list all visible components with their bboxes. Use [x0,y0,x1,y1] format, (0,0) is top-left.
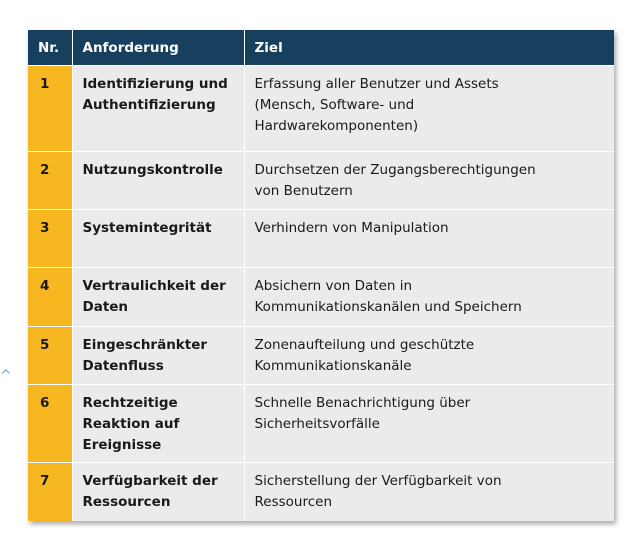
header-requirement: Anforderung [72,30,244,66]
row-goal: Verhindern von Manipulation [244,210,614,268]
table-row [28,327,614,385]
table-row [28,385,614,463]
row-requirement: Identifizierung und Authentifizierung [72,66,244,152]
table-row [28,66,614,152]
row-goal: Absichern von Daten in Kommunikationskanälen und Speichern [244,268,614,327]
header-nr: Nr. [28,30,72,66]
row-number: 1 [28,66,72,152]
table-row [28,463,614,522]
row-requirement: Eingeschränkter Datenfluss [72,327,244,385]
edge-caret-icon: ^ [0,368,12,384]
row-requirement: Rechtzeitige Reaktion auf Ereignisse [72,385,244,463]
table-row [28,152,614,210]
requirements-table [28,30,614,521]
row-goal: Zonenaufteilung und geschützte Kommunikationskanäle [244,327,614,385]
row-goal: Sicherstellung der Verfügbarkeit von Ressourcen [244,463,614,522]
row-requirement: Verfügbarkeit der Ressourcen [72,463,244,522]
row-number: 3 [28,210,72,268]
row-number: 2 [28,152,72,210]
header-goal: Ziel [244,30,614,66]
row-requirement: Vertraulichkeit der Daten [72,268,244,327]
row-number: 6 [28,385,72,463]
table-row [28,268,614,327]
table-row [28,210,614,268]
row-goal: Erfassung aller Benutzer und Assets (Mensch, Software- und Hardwarekomponenten) [244,66,614,152]
row-number: 4 [28,268,72,327]
table-header-row [28,30,614,66]
row-goal: Schnelle Benachrichtigung über Sicherheitsvorfälle [244,385,614,463]
row-requirement: Nutzungskontrolle [72,152,244,210]
row-goal: Durchsetzen der Zugangsberechtigungen von Benutzern [244,152,614,210]
row-number: 5 [28,327,72,385]
row-requirement: Systemintegrität [72,210,244,268]
row-number: 7 [28,463,72,522]
